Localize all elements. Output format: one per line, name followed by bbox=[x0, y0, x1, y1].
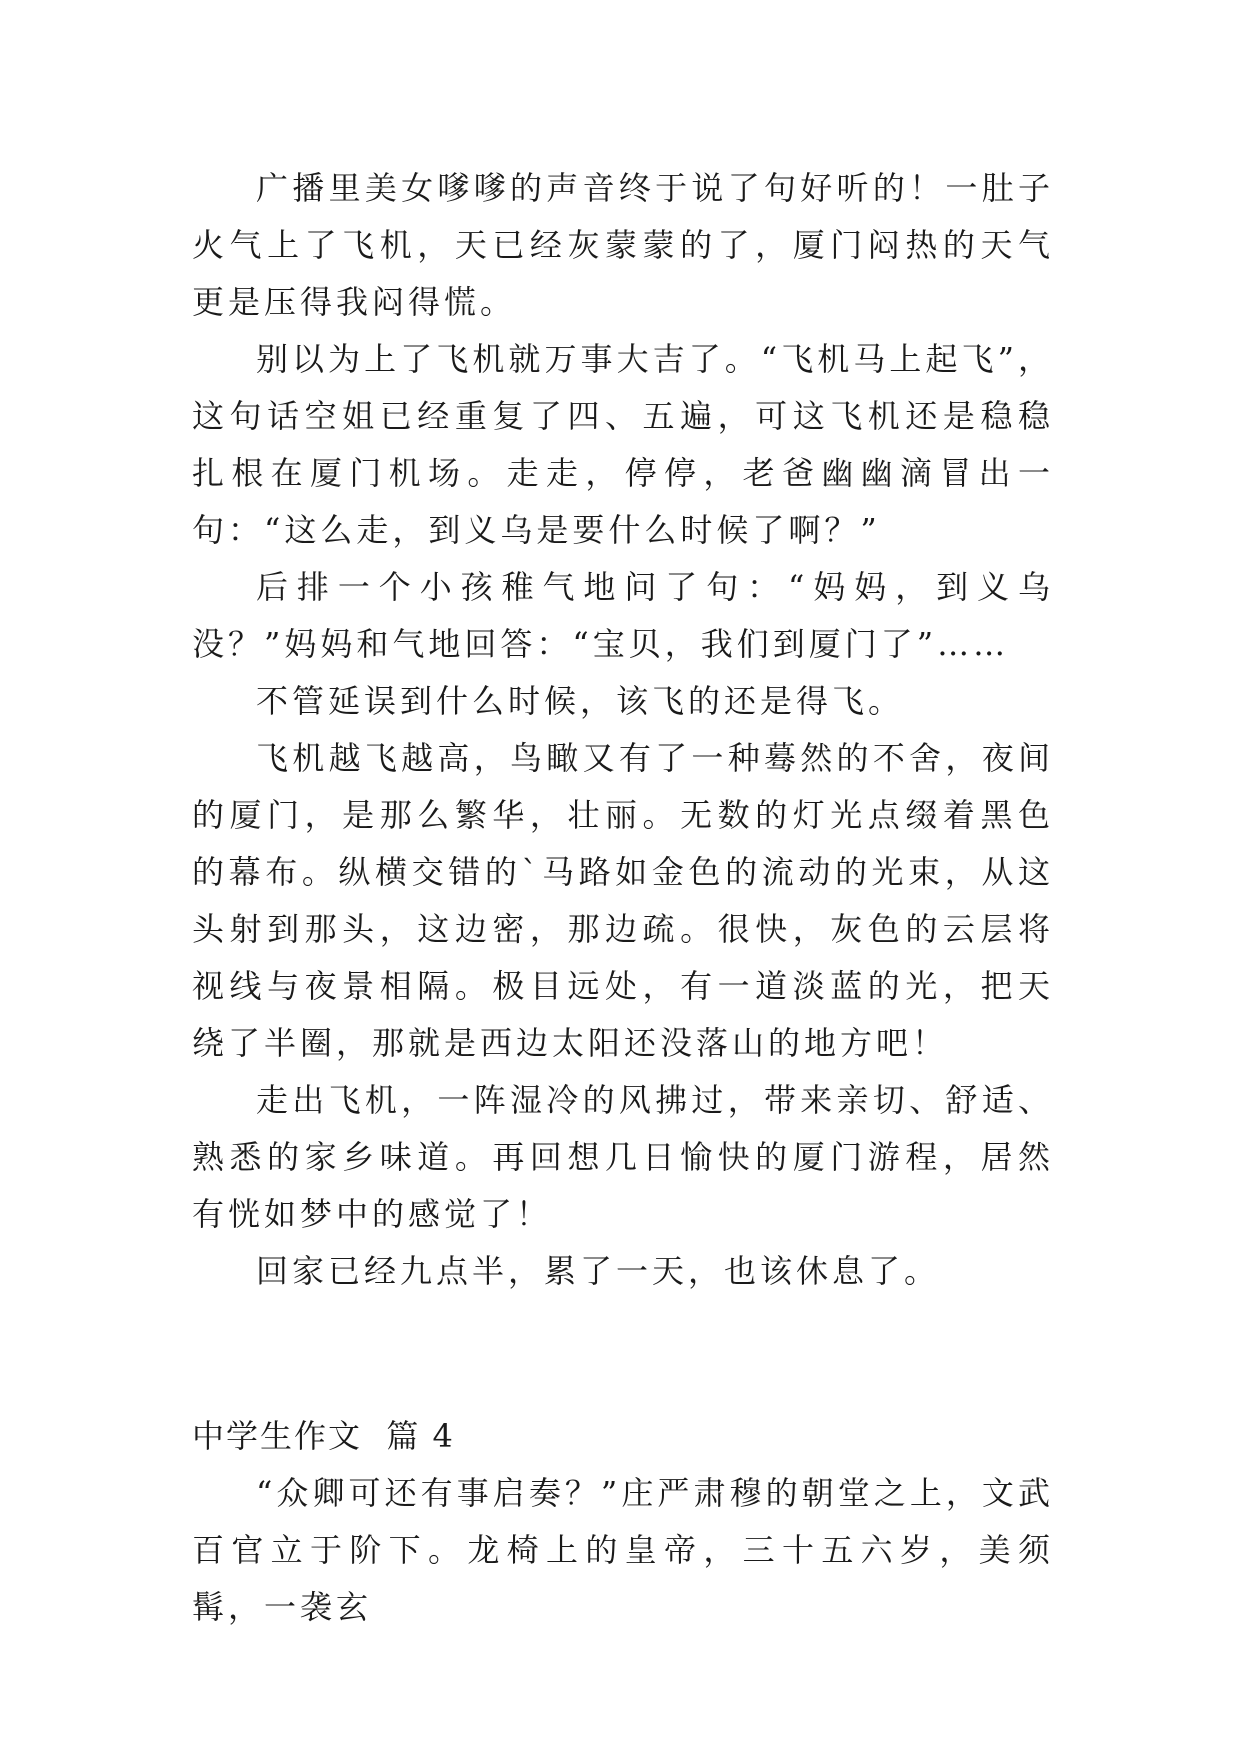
paragraph: 广播里美女嗲嗲的声音终于说了句好听的！一肚子火气上了飞机，天已经灰蒙蒙的了，厦门闷热的天气更是压得我闷得慌。 bbox=[192, 169, 1054, 321]
paragraph: “众卿可还有事启奏？”庄严肃穆的朝堂之上，文武百官立于阶下。龙椅上的皇帝，三十五六岁，美须髯，一袭玄 bbox=[192, 1474, 1054, 1626]
paragraph: 别以为上了飞机就万事大吉了。“飞机马上起飞”，这句话空姐已经重复了四、五遍，可这飞机还是稳稳扎根在厦门机场。走走，停停，老爸幽幽滴冒出一句：“这么走，到义乌是要什么时候了啊？” bbox=[192, 340, 1054, 549]
paragraph: 后排一个小孩稚气地问了句：“妈妈，到义乌没？”妈妈和气地回答：“宝贝，我们到厦门了”…… bbox=[192, 568, 1054, 663]
paragraph: 走出飞机，一阵湿冷的风拂过，带来亲切、舒适、熟悉的家乡味道。再回想几日愉快的厦门游程，居然有恍如梦中的感觉了！ bbox=[192, 1081, 1054, 1233]
document-body bbox=[192, 160, 1054, 1636]
paragraph: 飞机越飞越高，鸟瞰又有了一种蓦然的不舍，夜间的厦门，是那么繁华，壮丽。无数的灯光点缀着黑色的幕布。纵横交错的`马路如金色的流动的光束，从这头射到那头，这边密，那边疏。很快，灰色的云层将视线与夜景相隔。极目远处，有一道淡蓝的光，把天绕了半圈，那就是西边太阳还没落山的地方吧！ bbox=[192, 739, 1054, 1062]
paragraph: 回家已经九点半，累了一天，也该休息了。 bbox=[256, 1252, 941, 1290]
paragraph: 不管延误到什么时候，该飞的还是得飞。 bbox=[256, 682, 905, 720]
section-heading: 中学生作文 篇 4 bbox=[192, 1417, 455, 1455]
